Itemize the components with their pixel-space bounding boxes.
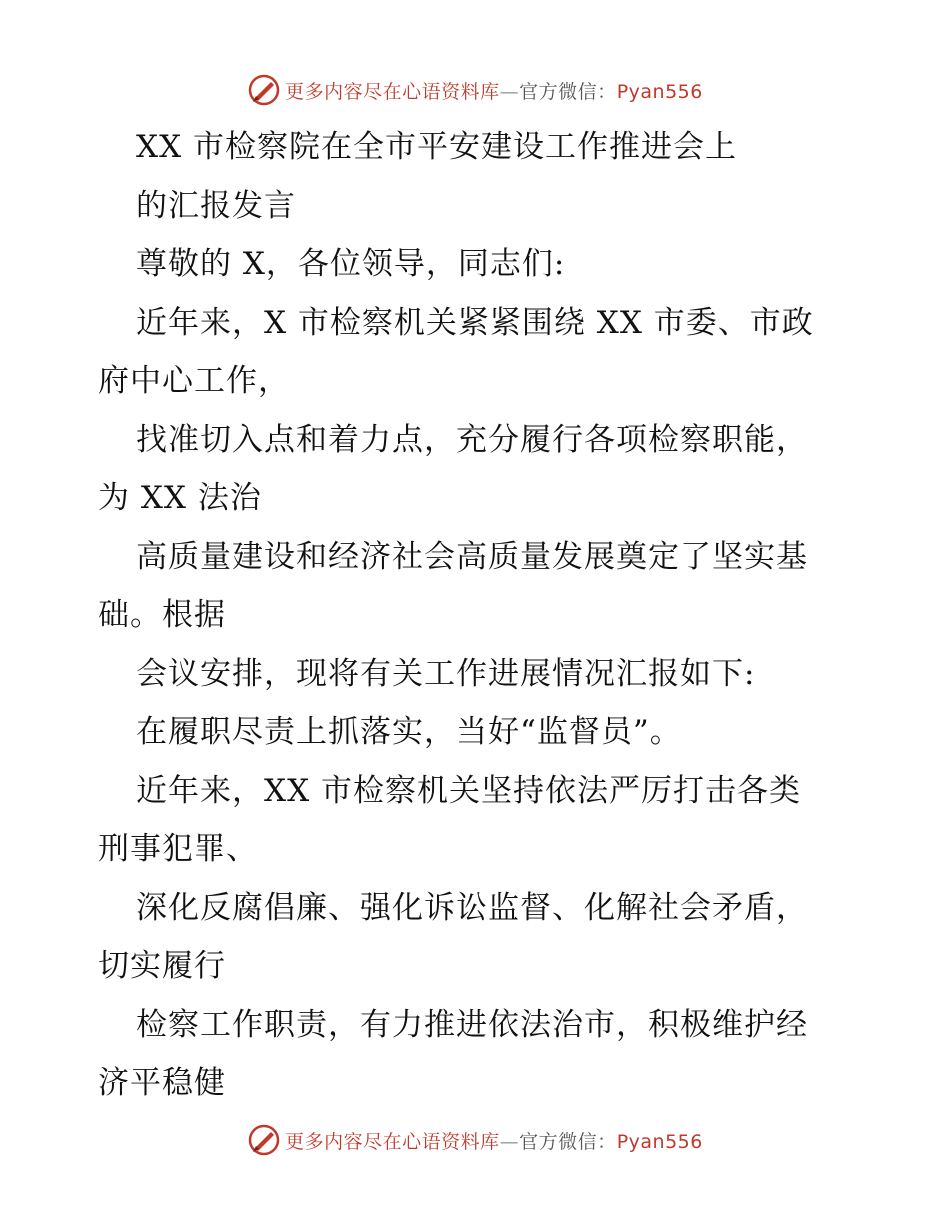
- watermark-dash: —: [499, 1130, 520, 1153]
- watermark-main: 更多内容尽在心语资料库: [285, 80, 500, 103]
- watermark-text: [285, 1127, 703, 1154]
- paragraph-line: 高质量建设和经济社会高质量发展奠定了坚实基: [136, 538, 808, 575]
- paragraph-line: 刑事犯罪、: [98, 831, 258, 867]
- paragraph-line: 础。根据: [98, 597, 226, 633]
- paragraph-line: 深化反腐倡廉、强化诉讼监督、化解社会矛盾，: [136, 889, 808, 926]
- paragraph-line: 近年来，XX 市检察机关坚持依法严厉打击各类: [136, 772, 801, 809]
- paragraph-line: 检察工作职责，有力推进依法治市，积极维护经: [136, 1006, 808, 1043]
- pen-logo-icon: [247, 73, 281, 107]
- watermark-wechat-label: 官方微信：: [519, 80, 617, 103]
- watermark-text: [285, 77, 703, 104]
- paragraph-line: 切实履行: [98, 948, 226, 984]
- paragraph-line: 济平稳健: [98, 1065, 226, 1101]
- document-title-line-2: 的汇报发言: [136, 187, 296, 224]
- pen-logo-icon: [247, 1123, 281, 1157]
- watermark-wechat-label: 官方微信：: [519, 1130, 617, 1153]
- watermark-wechat-id: Pyan556: [616, 1130, 703, 1153]
- document-title-line-1: XX 市检察院在全市平安建设工作推进会上: [136, 129, 737, 165]
- watermark-dash: —: [499, 80, 520, 103]
- watermark-main: 更多内容尽在心语资料库: [285, 1130, 500, 1153]
- paragraph-line: 找准切入点和着力点，充分履行各项检察职能，: [136, 421, 808, 458]
- section-heading: 在履职尽责上抓落实，当好“监督员”。: [136, 714, 682, 750]
- paragraph-line: 近年来，X 市检察机关紧紧围绕 XX 市委、市政: [136, 304, 814, 341]
- header-watermark: [0, 70, 950, 110]
- paragraph-line: 会议安排，现将有关工作进展情况汇报如下:: [136, 655, 756, 692]
- document-body: [98, 118, 898, 1113]
- paragraph-line: 府中心工作，: [98, 363, 290, 399]
- paragraph-line: 为 XX 法治: [98, 480, 262, 516]
- watermark-wechat-id: Pyan556: [616, 80, 703, 103]
- footer-watermark: [0, 1120, 950, 1160]
- salutation: 尊敬的 X，各位领导，同志们:: [136, 246, 566, 282]
